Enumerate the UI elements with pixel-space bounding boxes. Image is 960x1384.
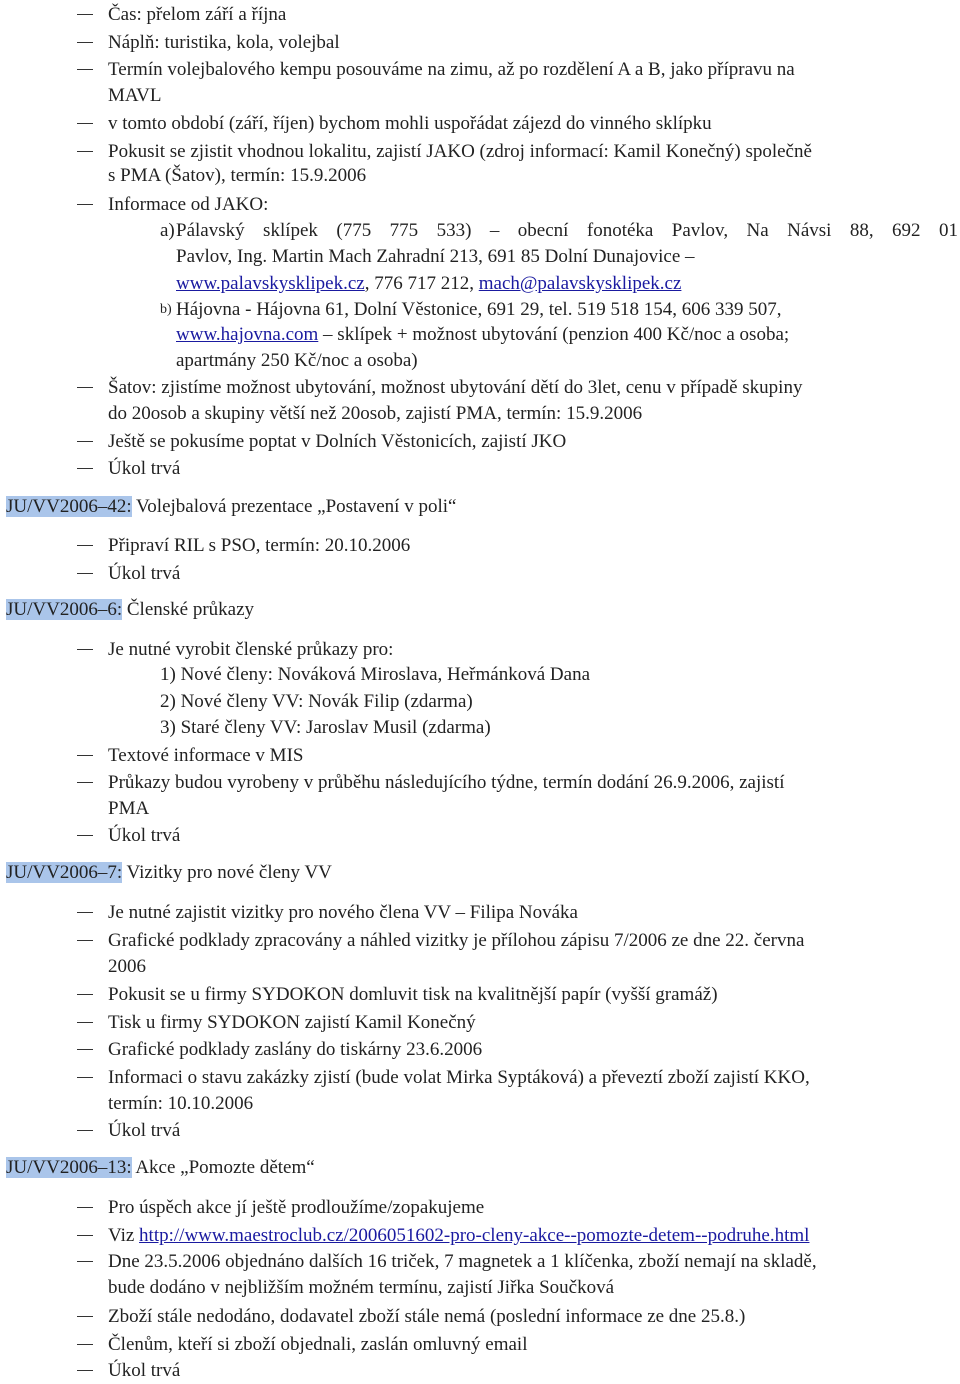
bullet-satov-cont: do 20osob a skupiny větší než 20osob, zajistí PMA, termín: 15.9.2006 (108, 403, 643, 424)
bullet-camp-term: Termín volejbalového kempu posouváme na zimu, až po rozdělení A a B, jako přípravu na (108, 56, 958, 83)
bullet-camp-term-cont (108, 82, 958, 109)
bullet-cards-produced-cont: PMA (108, 798, 150, 819)
section-heading-42 (6, 493, 456, 521)
text-phone: , 776 717 212, (364, 273, 479, 294)
sub-a-line3 (176, 270, 681, 297)
bullet-task-ongoing-3: Úkol trvá (108, 822, 958, 849)
bullet-akce-1: Pro úspěch akce jí ještě prodloužíme/zopakujeme (108, 1194, 958, 1221)
sub-a-line2: Pavlov, Ing. Martin Mach Zahradní 213, 691 85 Dolní Dunajovice – (176, 246, 695, 267)
bullet-task-ongoing-1: Úkol trvá (108, 455, 958, 482)
sub-b-line2 (176, 321, 789, 348)
bullet-locality: Pokusit se zjistit vhodnou lokalitu, zajistí JAKO (zdroj informací: Kamil Konečný) společně (108, 138, 958, 165)
text-viz: Viz (108, 1225, 140, 1246)
sub-b-line3: apartmány 250 Kč/noc a osoba) (176, 350, 418, 371)
bullet-vizitky-4: Tisk u firmy SYDOKON zajistí Kamil Konečný (108, 1009, 958, 1036)
section-title-42: Volejbalová prezentace „Postavení v poli“ (131, 496, 457, 517)
section-code-42: JU/VV2006–42: (6, 496, 132, 517)
bullet-vizitky-5: Grafické podklady zaslány do tiskárny 23.6.2006 (108, 1036, 958, 1063)
text-mavl: MAVL (108, 85, 162, 106)
numbered-item-3: 3) Staré členy VV: Jaroslav Musil (zdarma) (160, 717, 491, 738)
bullet-vizitky-6: Informaci o stavu zakázky zjistí (bude volat Mirka Syptáková) a převeztí zboží zajistí KKO, (108, 1064, 958, 1091)
numbered-item-1: 1) Nové členy: Nováková Miroslava, Heřmánková Dana (160, 664, 590, 685)
bullet-akce-link (108, 1222, 958, 1249)
bullet-akce-order-cont: bude dodáno v nejbližším možném termínu, zajistí Jiřka Součková (108, 1277, 615, 1298)
section-heading-13 (6, 1154, 315, 1182)
bullet-task-ongoing-4: Úkol trvá (108, 1117, 958, 1144)
section-code-7: JU/VV2006–7: (6, 862, 123, 883)
section-title-13: Akce „Pomozte dětem“ (131, 1157, 315, 1178)
sub-b-line1: Hájovna - Hájovna 61, Dolní Věstonice, 691 29, tel. 519 518 154, 606 339 507, (176, 299, 782, 320)
sub-label-b: b) (160, 302, 172, 317)
bullet-akce-email: Členům, kteří si zboží objednali, zaslán omluvný email (108, 1331, 958, 1358)
bullet-satov: Šatov: zjistíme možnost ubytování, možnost ubytování dětí do 3let, cenu v případě skupiny (108, 374, 958, 401)
bullet-locality-cont (108, 162, 958, 189)
link-hajovna[interactable]: www.hajovna.com (176, 324, 319, 345)
section-code-6: JU/VV2006–6: (6, 599, 123, 620)
bullet-jako-info: Informace od JAKO: (108, 191, 958, 218)
bullet-ril-pso: Připraví RIL s PSO, termín: 20.10.2006 (108, 532, 958, 559)
link-palavskysklipek[interactable]: www.palavskysklipek.cz (176, 273, 365, 294)
bullet-vizitky-1: Je nutné zajistit vizitky pro nového člena VV – Filipa Nováka (108, 899, 958, 926)
bullet-vestonice: Ještě se pokusíme poptat v Dolních Věstonicích, zajistí JKO (108, 428, 958, 455)
section-title-7: Vizitky pro nové členy VV (122, 862, 332, 883)
bullet-vizitky-6-cont: termín: 10.10.2006 (108, 1093, 254, 1114)
section-title-6: Členské průkazy (122, 599, 255, 620)
numbered-item-2: 2) Nové členy VV: Novák Filip (zdarma) (160, 691, 473, 712)
bullet-task-ongoing-5: Úkol trvá (108, 1357, 958, 1384)
text-locality-cont: s PMA (Šatov), termín: 15.9.2006 (108, 165, 367, 186)
bullet-vizitky-3: Pokusit se u firmy SYDOKON domluvit tisk na kvalitnější papír (vyšší gramáž) (108, 981, 958, 1008)
link-maestroclub[interactable]: http://www.maestroclub.cz/2006051602-pro-cleny-akce--pomozte-detem--podruhe.html (139, 1225, 810, 1246)
bullet-akce-order: Dne 23.5.2006 objednáno dalších 16 triček, 7 magnetek a 1 klíčenka, zboží nemají na skladě, (108, 1248, 958, 1275)
link-email-mach[interactable]: mach@palavskysklipek.cz (478, 273, 682, 294)
bullet-mis: Textové informace v MIS (108, 742, 958, 769)
bullet-time: Čas: přelom září a října (108, 1, 958, 28)
bullet-wine-trip: v tomto období (září, říjen) bychom mohli uspořádat zájezd do vinného sklípku (108, 110, 958, 137)
bullet-vizitky-2: Grafické podklady zpracovány a náhled vizitky je přílohou zápisu 7/2006 ze dne 22. června (108, 927, 958, 954)
text-hajovna-desc: – sklípek + možnost ubytování (penzion 400 Kč/noc a osoba; (318, 324, 790, 345)
bullet-akce-undelivered: Zboží stále nedodáno, dodavatel zboží stále nemá (poslední informace ze dne 25.8.) (108, 1303, 958, 1330)
bullet-cards-produced: Průkazy budou vyrobeny v průběhu následujícího týdne, termín dodání 26.9.2006, zajistí (108, 769, 958, 796)
section-heading-6 (6, 596, 254, 624)
sub-a-line1: Pálavský sklípek (775 775 533) – obecní fonotéka Pavlov, Na Návsi 88, 692 01 (176, 220, 958, 241)
section-code-13: JU/VV2006–13: (6, 1157, 132, 1178)
bullet-cards-needed: Je nutné vyrobit členské průkazy pro: (108, 636, 958, 663)
bullet-content: Náplň: turistika, kola, volejbal (108, 29, 958, 56)
bullet-vizitky-2-cont: 2006 (108, 956, 146, 977)
section-heading-7 (6, 859, 332, 887)
bullet-task-ongoing-2: Úkol trvá (108, 560, 958, 587)
sub-label-a: a) (160, 220, 175, 241)
